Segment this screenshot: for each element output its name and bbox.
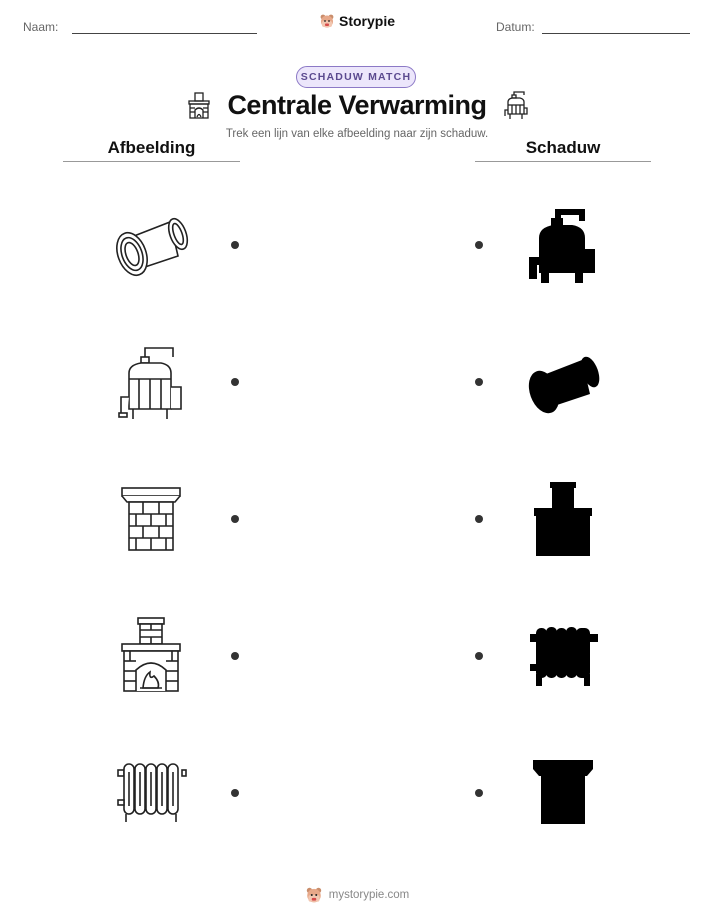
- match-dot-left-4[interactable]: [231, 652, 239, 660]
- pipe-shadow-icon: [524, 348, 602, 418]
- date-line[interactable]: [542, 33, 690, 34]
- bear-icon: [305, 886, 323, 904]
- name-line[interactable]: [72, 33, 257, 34]
- column-underline-right: [475, 161, 651, 162]
- name-label: Naam:: [23, 20, 59, 34]
- match-dot-right-2[interactable]: [475, 378, 483, 386]
- boiler-icon: [115, 343, 187, 421]
- page-title: Centrale Verwarming: [227, 90, 487, 120]
- boiler-small-icon: [503, 90, 529, 122]
- match-dot-right-4[interactable]: [475, 652, 483, 660]
- radiator-shadow-icon: [528, 624, 600, 688]
- chimney-icon: [119, 486, 183, 554]
- column-header-schaduw: Schaduw: [525, 138, 601, 157]
- radiator-icon: [116, 760, 188, 824]
- fireplace-icon: [120, 616, 182, 694]
- match-dot-right-1[interactable]: [475, 241, 483, 249]
- match-dot-right-3[interactable]: [475, 515, 483, 523]
- brand-logo: [0, 13, 714, 29]
- match-dot-left-1[interactable]: [231, 241, 239, 249]
- boiler-shadow-icon: [526, 206, 598, 284]
- footer-url[interactable]: mystorypie.com: [328, 889, 410, 901]
- chimney-shadow-icon: [531, 758, 595, 826]
- footer: [0, 886, 714, 904]
- column-header-afbeelding: Afbeelding: [107, 138, 196, 157]
- match-dot-left-3[interactable]: [231, 515, 239, 523]
- instructions: Trek een lijn van elke afbeelding naar zijn schaduw.: [225, 128, 489, 140]
- activity-badge: SCHADUW MATCH: [296, 66, 416, 88]
- bear-icon: [319, 13, 335, 29]
- fireplace-shadow-icon: [532, 480, 594, 558]
- column-underline-left: [63, 161, 240, 162]
- match-dot-left-5[interactable]: [231, 789, 239, 797]
- match-dot-left-2[interactable]: [231, 378, 239, 386]
- date-label: Datum:: [496, 20, 535, 34]
- brand-name: Storypie: [338, 13, 395, 29]
- match-dot-right-5[interactable]: [475, 789, 483, 797]
- pipe-icon: [112, 210, 190, 280]
